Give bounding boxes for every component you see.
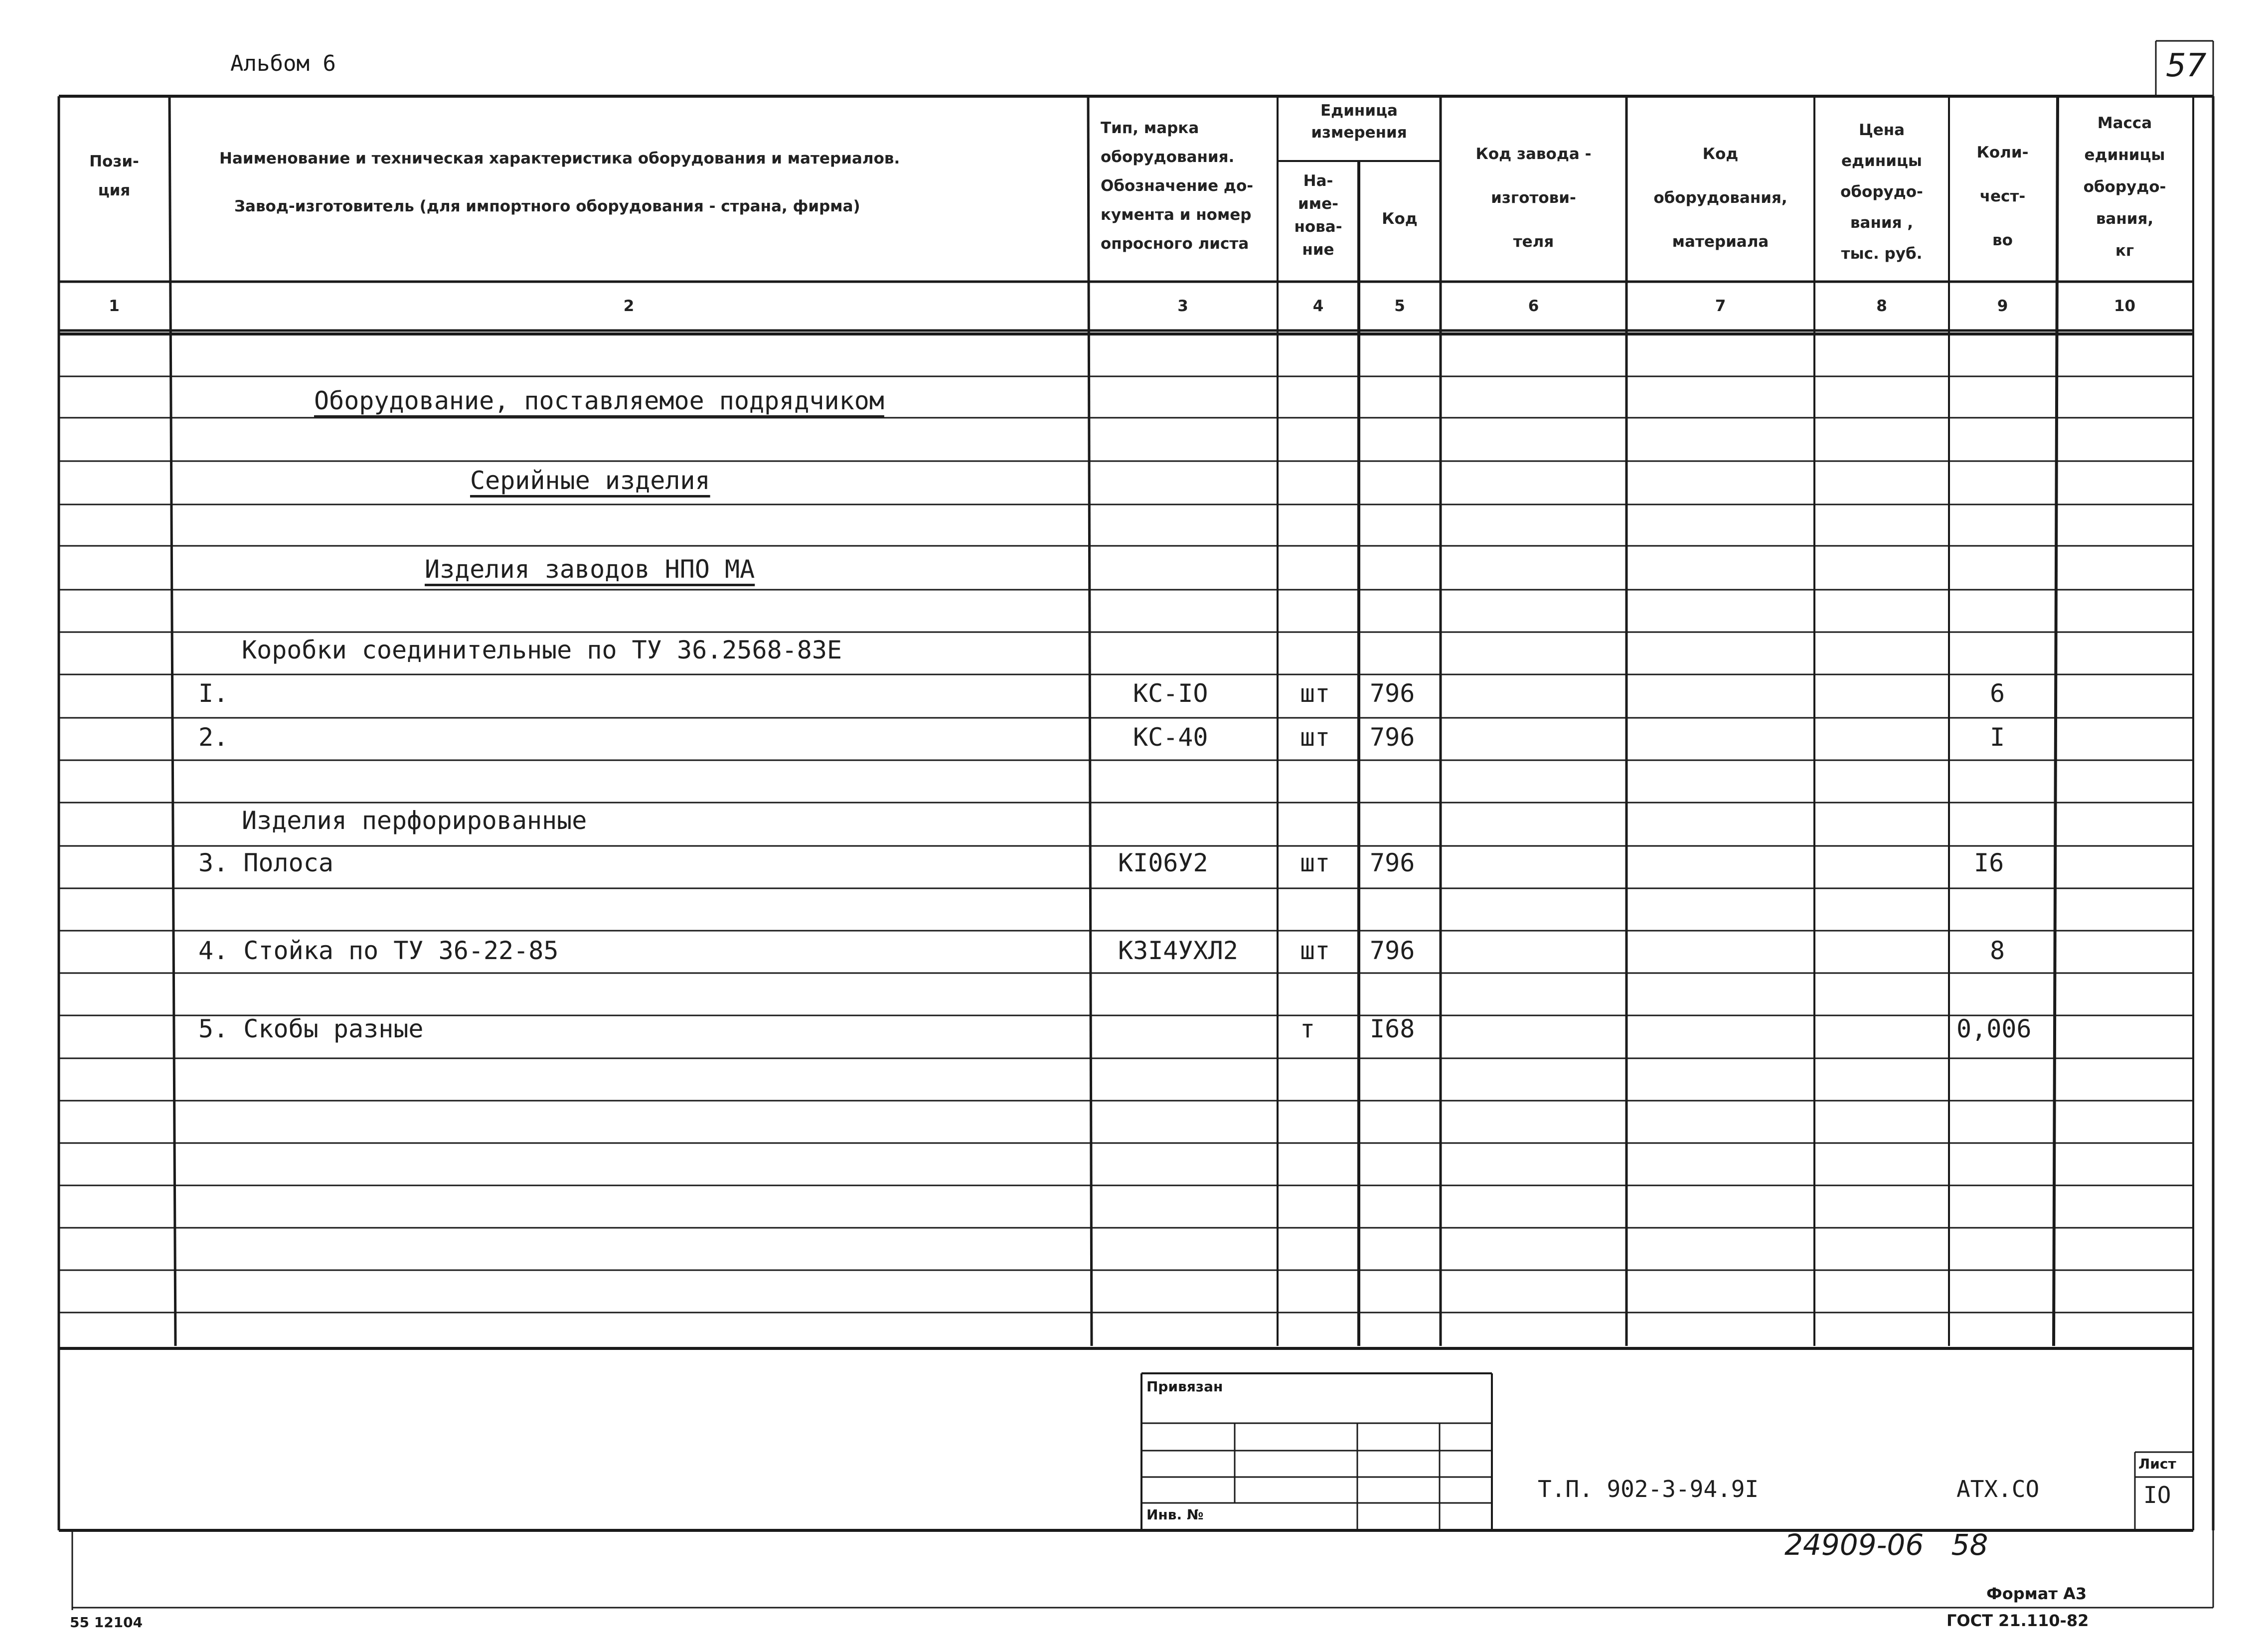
stamp-bound-label: Привязан bbox=[1146, 1378, 1223, 1395]
col-number-2: 2 bbox=[623, 297, 635, 315]
col10-header: Масса единицы оборудо- вания, кг bbox=[2083, 114, 2166, 260]
gost-label: ГОСТ 21.110-82 bbox=[1946, 1611, 2089, 1630]
item-type: КС-IO bbox=[1133, 679, 1208, 708]
item-name: 5. Скобы разные bbox=[198, 1014, 424, 1043]
item-unit: шт bbox=[1300, 679, 1330, 708]
page-number: 57 bbox=[2166, 47, 2207, 84]
col-number-5: 5 bbox=[1394, 297, 1405, 315]
item-name: 4. Стойка по ТУ 36-22-85 bbox=[198, 936, 559, 965]
item-type: КI06У2 bbox=[1118, 848, 1208, 877]
sheet-number: IO bbox=[2143, 1482, 2171, 1508]
format-label: Формат А3 bbox=[1986, 1584, 2087, 1603]
col3-header: Тип, марка оборудования. Обозначение до- кумента и номер опросного листа bbox=[1101, 119, 1254, 253]
handwritten-inventory: 24909-06 58 bbox=[1784, 1528, 1988, 1562]
edge-number: 55 12104 bbox=[70, 1614, 143, 1631]
item-code: I68 bbox=[1370, 1014, 1415, 1043]
unit-group-header: Единица измерения bbox=[1311, 102, 1407, 142]
group-title-perforated: Изделия перфорированные bbox=[242, 806, 587, 835]
col-number-1: 1 bbox=[109, 297, 120, 315]
item-code: 796 bbox=[1370, 848, 1415, 877]
item-name: 3. Полоса bbox=[198, 848, 333, 877]
item-type: КС-40 bbox=[1133, 723, 1208, 752]
item-code: 796 bbox=[1370, 936, 1415, 965]
stamp-inv-label: Инв. № bbox=[1146, 1506, 1204, 1523]
col4-header: На- име- нова- ние bbox=[1294, 172, 1342, 259]
item-unit: шт bbox=[1300, 723, 1330, 752]
section-title-contractor: Оборудование, поставляемое подрядчиком bbox=[314, 386, 884, 415]
col-number-8: 8 bbox=[1876, 297, 1887, 315]
item-type: К3I4УХЛ2 bbox=[1118, 936, 1238, 965]
item-name: I. bbox=[198, 679, 229, 708]
item-qty: 6 bbox=[1990, 679, 2005, 708]
col-number-3: 3 bbox=[1177, 297, 1188, 315]
doc-code: Т.П. 902-3-94.9I bbox=[1538, 1476, 1759, 1502]
col1-header: Пози- ция bbox=[89, 153, 139, 199]
item-code: 796 bbox=[1370, 679, 1415, 708]
col7-header: Код оборудования, материала bbox=[1653, 145, 1787, 251]
item-qty: 8 bbox=[1990, 936, 2005, 965]
group-title-boxes: Коробки соединительные по ТУ 36.2568-83Е bbox=[242, 636, 842, 664]
col2-header: Наименование и техническая характеристика оборудования и материалов. Завод-изготовитель (для импортного оборудования - страна, фирма) bbox=[219, 150, 900, 215]
col5-header: Код bbox=[1382, 210, 1418, 228]
item-code: 796 bbox=[1370, 723, 1415, 752]
col-number-10: 10 bbox=[2113, 297, 2136, 315]
section-title-serial: Серийные изделия bbox=[470, 466, 710, 495]
doc-mark: АТХ.СО bbox=[1956, 1476, 2040, 1502]
sheet-label: Лист bbox=[2138, 1456, 2176, 1472]
item-unit: шт bbox=[1300, 848, 1330, 877]
col8-header: Цена единицы оборудо- вания , тыс. руб. bbox=[1840, 121, 1923, 263]
col9-header: Коли- чест- во bbox=[1976, 144, 2029, 249]
item-name: 2. bbox=[198, 723, 229, 752]
item-qty: I bbox=[1990, 723, 2005, 752]
col-number-6: 6 bbox=[1528, 297, 1539, 315]
item-unit: т bbox=[1300, 1014, 1315, 1043]
col6-header: Код завода - изготови- теля bbox=[1475, 145, 1592, 251]
section-title-npo: Изделия заводов НПО МА bbox=[425, 555, 755, 584]
item-qty: 0,006 bbox=[1956, 1014, 2032, 1043]
col-number-7: 7 bbox=[1715, 297, 1726, 315]
item-qty: I6 bbox=[1974, 848, 2004, 877]
col-number-9: 9 bbox=[1997, 297, 2008, 315]
col-number-4: 4 bbox=[1312, 297, 1324, 315]
album-label: Альбом 6 bbox=[230, 51, 336, 76]
item-unit: шт bbox=[1300, 936, 1330, 965]
